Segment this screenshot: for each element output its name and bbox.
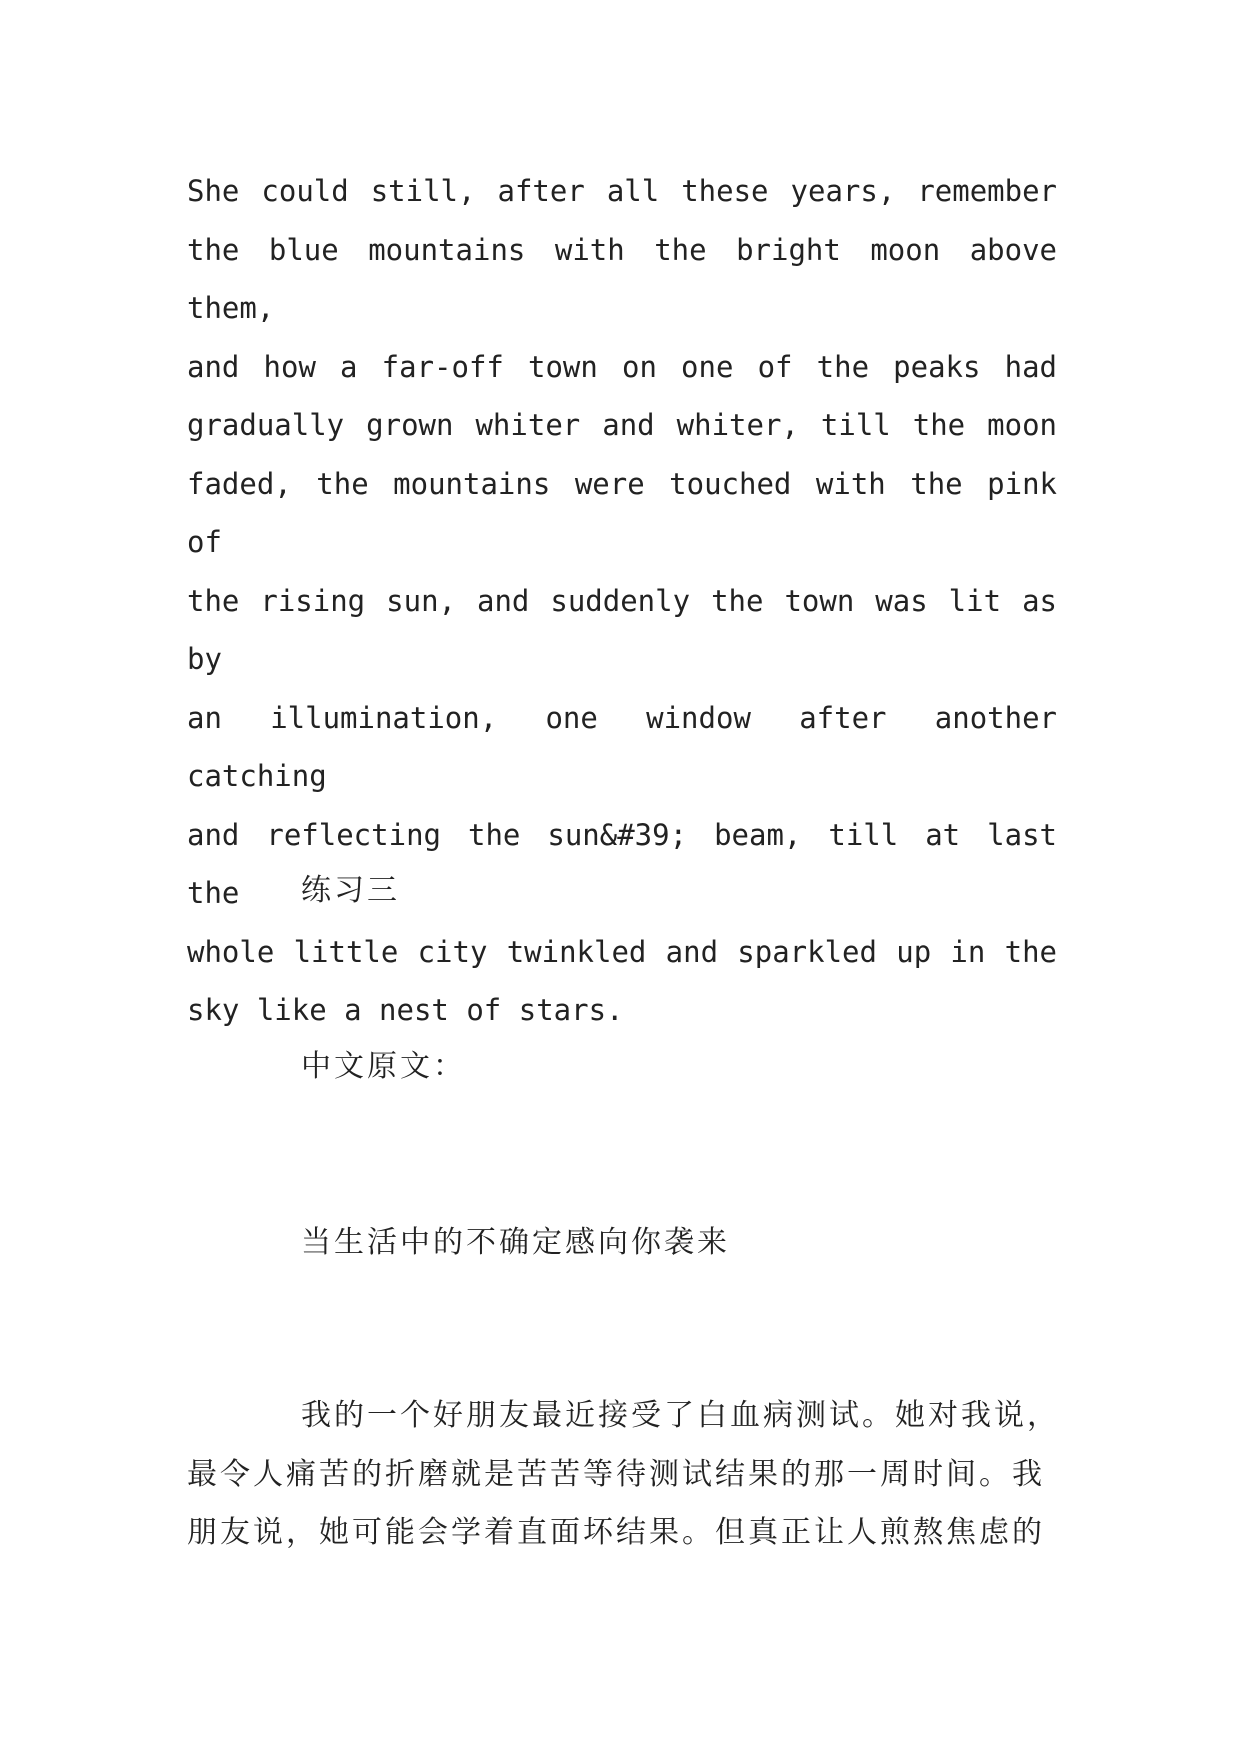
exercise-heading: 练习三 bbox=[301, 873, 400, 908]
text-line: and reflecting the sun&#39; beam, till at last the bbox=[187, 817, 1057, 910]
text-line: She could still, after all these years, remember bbox=[187, 174, 1057, 208]
text-line: the blue mountains with the bright moon above them, bbox=[187, 232, 1057, 325]
text-line: gradually grown whiter and whiter, till the moon bbox=[187, 408, 1057, 442]
text-line: the rising sun, and suddenly the town was lit as by bbox=[187, 583, 1057, 676]
text-line: and how a far-off town on one of the peaks had bbox=[187, 349, 1057, 384]
text-line: faded, the mountains were touched with the pink of bbox=[187, 466, 1057, 559]
chinese-paragraph bbox=[187, 1387, 1075, 1563]
text-line: 我的一个好朋友最近接受了白血病测试。她对我说， bbox=[301, 1398, 1060, 1433]
source-text-label: 中文原文： bbox=[301, 1049, 466, 1084]
text-line: an illumination, one window after another catching bbox=[187, 700, 1057, 793]
text-line: 朋友说，她可能会学着直面坏结果。但真正让人煎熬焦虑的 bbox=[187, 1515, 1045, 1550]
text-line: sky like a nest of stars. bbox=[187, 993, 624, 1027]
chinese-article-title: 当生活中的不确定感向你袭来 bbox=[301, 1225, 730, 1260]
text-line: whole little city twinkled and sparkled up in the bbox=[187, 934, 1057, 969]
text-line: 最令人痛苦的折磨就是苦苦等待测试结果的那一周时间。我 bbox=[187, 1456, 1045, 1492]
